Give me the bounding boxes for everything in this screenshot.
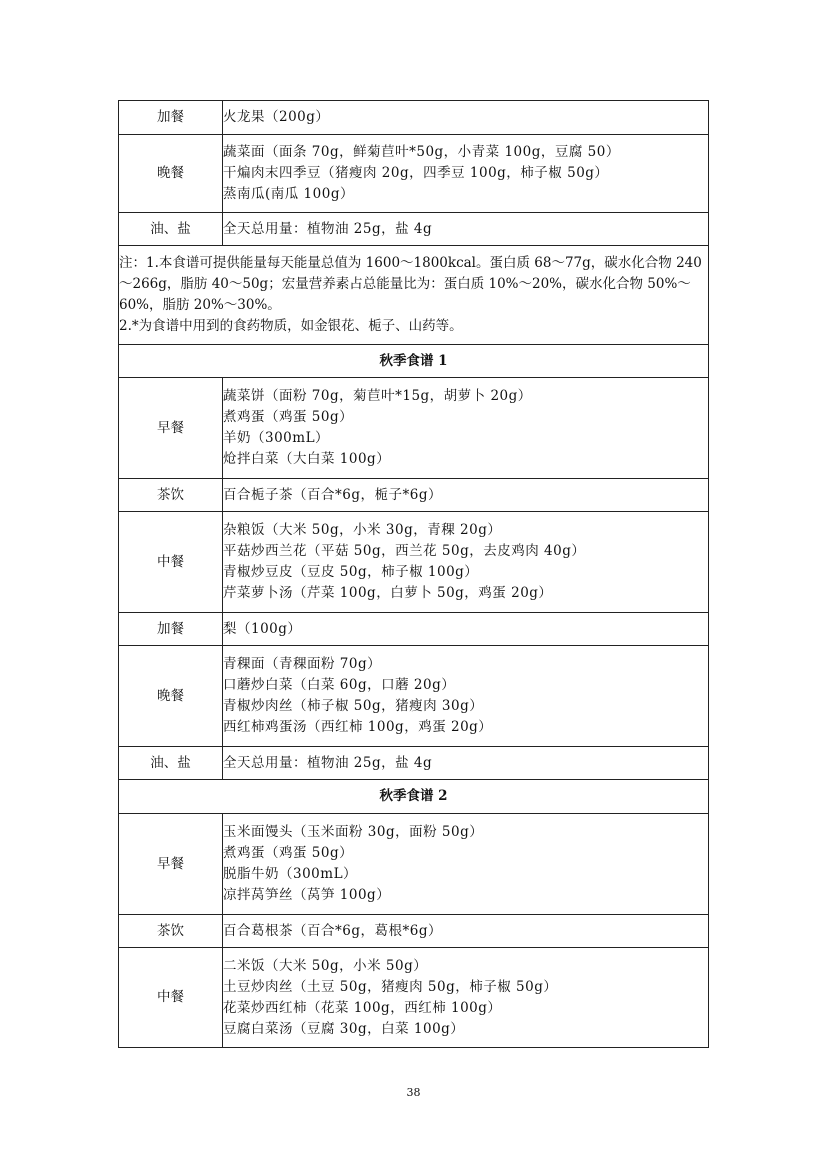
food-item: 二米饭（大米 50g，小米 50g） [223, 957, 428, 974]
meal-row [119, 814, 709, 915]
meal-name: 加餐 [119, 613, 223, 646]
meal-items [223, 213, 709, 246]
meal-row [119, 747, 709, 780]
food-item: 煮鸡蛋（鸡蛋 50g） [223, 845, 354, 861]
meal-name: 油、盐 [119, 747, 223, 780]
meal-items [223, 915, 709, 948]
meal-row [119, 135, 709, 213]
food-item: 全天总用量：植物油 25g，盐 4g [223, 220, 433, 237]
meal-row [119, 613, 709, 646]
meal-name: 茶饮 [119, 479, 223, 512]
meal-items [223, 646, 709, 747]
food-item: 脱脂牛奶（300mL） [223, 866, 358, 882]
meal-name: 茶饮 [119, 915, 223, 948]
food-item: 玉米面馒头（玉米面粉 30g，面粉 50g） [223, 824, 484, 840]
food-item: 全天总用量：植物油 25g，盐 4g [223, 754, 433, 771]
food-item: 蔬菜面（面条 70g，鲜菊苣叶*50g，小青菜 100g，豆腐 50） [223, 144, 620, 160]
food-item: 蒸南瓜(南瓜 100g） [223, 186, 354, 202]
meal-items [223, 613, 709, 646]
meal-items [223, 814, 709, 915]
section-row [119, 345, 709, 378]
note-line: 注：1.本食谱可提供能量每天能量总值为 1600～1800kcal。蛋白质 68～77g，碳水化合物 240～266g，脂肪 40～50g；宏量营养素占总能量比为：蛋白质 10%～20%，碳水化合物 50%～60%，脂肪 20%～30%。 [119, 255, 702, 313]
food-item: 梨（100g） [223, 620, 302, 637]
section-title: 秋季食谱 1 [119, 345, 709, 378]
meal-name: 晚餐 [119, 135, 223, 213]
meal-name: 晚餐 [119, 646, 223, 747]
food-item: 炝拌白菜（大白菜 100g） [223, 451, 391, 467]
meal-row [119, 512, 709, 613]
food-item: 花菜炒西红柿（花菜 100g，西红柿 100g） [223, 999, 502, 1016]
meal-row [119, 948, 709, 1048]
meal-row [119, 101, 709, 135]
food-item: 青椒炒豆皮（豆皮 50g，柿子椒 100g） [223, 564, 479, 580]
meal-row [119, 213, 709, 246]
food-item: 口蘑炒白菜（白菜 60g，口蘑 20g） [223, 677, 456, 693]
meal-items [223, 948, 709, 1048]
meal-name: 中餐 [119, 948, 223, 1048]
food-item: 西红柿鸡蛋汤（西红柿 100g，鸡蛋 20g） [223, 719, 493, 735]
food-item: 火龙果（200g） [223, 109, 330, 125]
food-item: 豆腐白菜汤（豆腐 30g，白菜 100g） [223, 1020, 465, 1037]
meal-name: 加餐 [119, 101, 223, 135]
meal-row [119, 646, 709, 747]
nutrition-note [119, 246, 709, 345]
food-item: 青稞面（青稞面粉 70g） [223, 656, 382, 672]
meal-name: 早餐 [119, 814, 223, 915]
food-item: 煮鸡蛋（鸡蛋 50g） [223, 409, 354, 425]
food-item: 平菇炒西兰花（平菇 50g，西兰花 50g，去皮鸡肉 40g） [223, 543, 586, 559]
meal-items [223, 479, 709, 512]
food-item: 百合葛根茶（百合*6g，葛根*6g） [223, 922, 442, 939]
meal-items [223, 378, 709, 479]
food-item: 杂粮饭（大米 50g，小米 30g，青稞 20g） [223, 522, 502, 538]
food-item: 羊奶（300mL） [223, 430, 330, 446]
section-row [119, 780, 709, 814]
food-item: 凉拌莴笋丝（莴笋 100g） [223, 887, 391, 903]
meal-items [223, 512, 709, 613]
meal-name: 中餐 [119, 512, 223, 613]
section-title: 秋季食谱 2 [119, 780, 709, 814]
food-item: 土豆炒肉丝（土豆 50g，猪瘦肉 50g，柿子椒 50g） [223, 978, 558, 995]
meal-items [223, 101, 709, 135]
meal-plan-table [118, 100, 709, 1048]
meal-items [223, 747, 709, 780]
meal-name: 早餐 [119, 378, 223, 479]
food-item: 芹菜萝卜汤（芹菜 100g，白萝卜 50g，鸡蛋 20g） [223, 585, 553, 601]
meal-row [119, 378, 709, 479]
note-row [119, 246, 709, 345]
food-item: 干煸肉末四季豆（猪瘦肉 20g，四季豆 100g，柿子椒 50g） [223, 165, 609, 181]
page-number: 38 [406, 1086, 421, 1099]
meal-name: 油、盐 [119, 213, 223, 246]
meal-row [119, 915, 709, 948]
meal-items [223, 135, 709, 213]
food-item: 蔬菜饼（面粉 70g，菊苣叶*15g，胡萝卜 20g） [223, 388, 532, 404]
food-item: 青椒炒肉丝（柿子椒 50g，猪瘦肉 30g） [223, 698, 484, 714]
meal-row [119, 479, 709, 512]
note-line: 2.*为食谱中用到的食药物质，如金银花、栀子、山药等。 [119, 318, 463, 334]
food-item: 百合栀子茶（百合*6g，栀子*6g） [223, 486, 442, 503]
